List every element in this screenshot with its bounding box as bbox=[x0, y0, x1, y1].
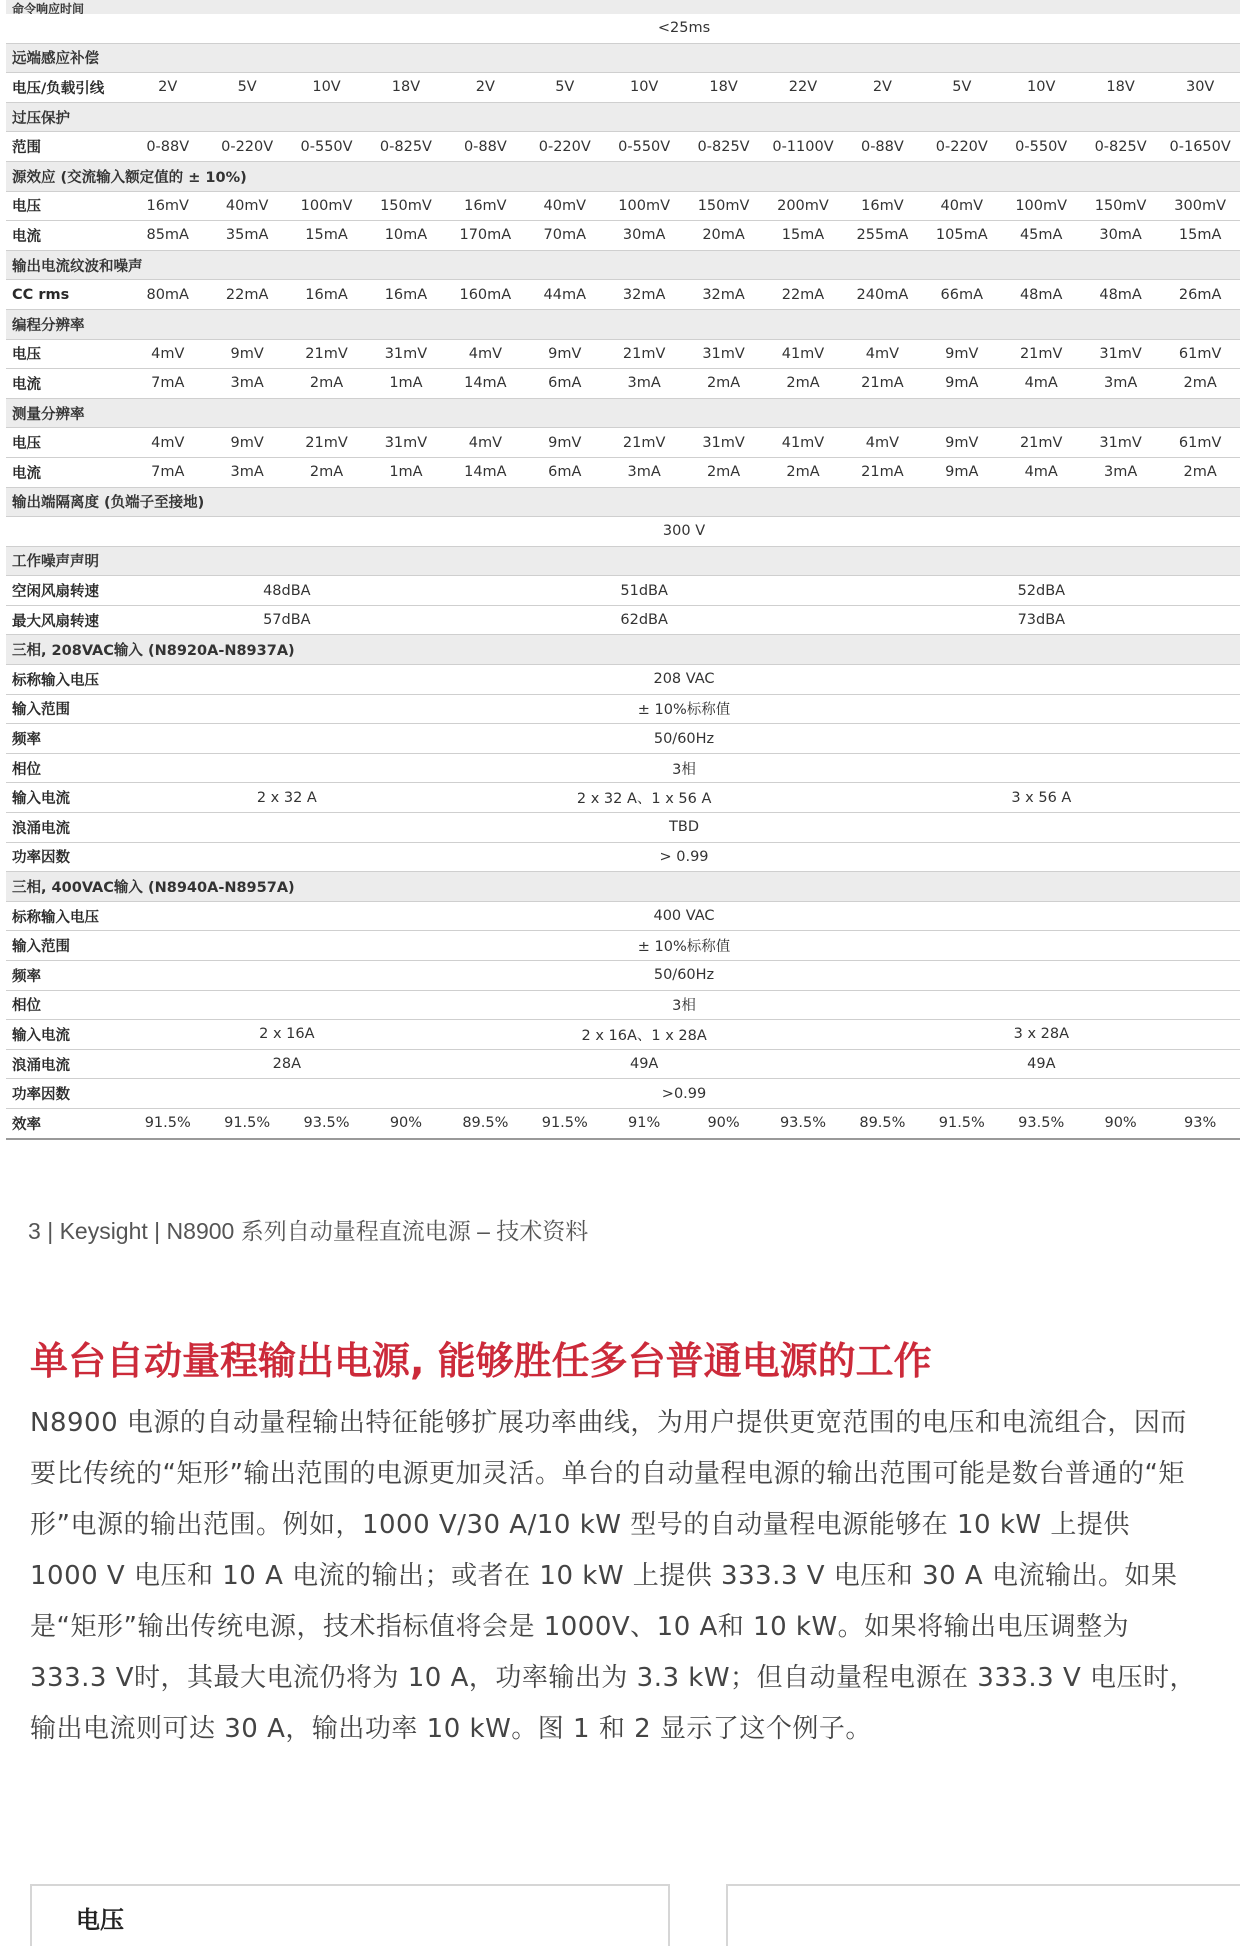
row-label: 电流 bbox=[6, 369, 128, 399]
row-label: 电压/负载引线 bbox=[6, 73, 128, 103]
table-row bbox=[6, 132, 1240, 162]
table-row bbox=[6, 605, 1240, 635]
table-section-row bbox=[6, 250, 1240, 280]
page-number: 3 bbox=[28, 1218, 41, 1244]
table-cell: 4mV bbox=[843, 428, 922, 458]
table-cell: 15mA bbox=[763, 221, 842, 251]
table-cell: 200mV bbox=[763, 191, 842, 221]
table-cell: 150mV bbox=[684, 191, 763, 221]
table-cell: 16mA bbox=[287, 280, 366, 310]
table-cell: 14mA bbox=[446, 457, 525, 487]
table-cell: 6mA bbox=[525, 369, 604, 399]
table-cell: 21mV bbox=[604, 339, 683, 369]
table-cell: 160mA bbox=[446, 280, 525, 310]
row-label: 电压 bbox=[6, 339, 128, 369]
table-cell: 16mA bbox=[366, 280, 445, 310]
table-row bbox=[6, 457, 1240, 487]
table-cell: 5V bbox=[525, 73, 604, 103]
table-row bbox=[6, 961, 1240, 991]
row-label: 标称输入电压 bbox=[6, 665, 128, 695]
section-label: 命令响应时间 bbox=[6, 0, 1240, 14]
table-cell: 90% bbox=[684, 1108, 763, 1138]
table-row bbox=[6, 694, 1240, 724]
table-cell: 1mA bbox=[366, 369, 445, 399]
table-row bbox=[6, 576, 1240, 606]
table-cell: 31mV bbox=[1081, 428, 1160, 458]
table-cell: 150mV bbox=[366, 191, 445, 221]
section-label: 远端感应补偿 bbox=[6, 43, 1240, 73]
table-cell: 80mA bbox=[128, 280, 207, 310]
table-cell: 5V bbox=[922, 73, 1001, 103]
row-label: 输入范围 bbox=[6, 931, 128, 961]
row-label: 频率 bbox=[6, 961, 128, 991]
table-row bbox=[6, 73, 1240, 103]
table-cell: 3mA bbox=[1081, 369, 1160, 399]
table-section-row bbox=[6, 487, 1240, 517]
group-value: 2 x 16A bbox=[128, 1020, 446, 1050]
group-value: 62dBA bbox=[446, 605, 843, 635]
table-cell: 91.5% bbox=[207, 1108, 286, 1138]
table-cell: 0-88V bbox=[446, 132, 525, 162]
table-cell: 21mV bbox=[604, 428, 683, 458]
table-cell: 0-550V bbox=[287, 132, 366, 162]
table-cell: 4mV bbox=[446, 428, 525, 458]
table-cell: 0-550V bbox=[1002, 132, 1081, 162]
table-cell: 4mV bbox=[128, 428, 207, 458]
brand-name: Keysight bbox=[59, 1218, 148, 1244]
body-paragraph: N8900 电源的自动量程输出特征能够扩展功率曲线，为用户提供更宽范围的电压和电流组合，因而要比传统的“矩形”输出范围的电源更加灵活。单台的自动量程电源的输出范围可能是数台普通的“矩形”电源的输出范围。例如，1000 V/30 A/10 kW 型号的自动量程电源能够在 10 kW 上提供 1000 V 电压和 10 A 电流的输出；或者在 10 kW 上提供 333.3 V 电压和 30 A 电流输出。如果是“矩形”输出传统电源，技术指标值将会是 1000V、10 A和 10 kW。如果将输出电压调整为 333.3 V时，其最大电流仍将为 10 A，功率输出为 3.3 kW；但自动量程电源在 333.3 V 电压时，输出电流则可达 30 A，输出功率 10 kW。图 1 和 2 显示了这个例子。 bbox=[30, 1408, 1197, 1744]
row-label: 电流 bbox=[6, 221, 128, 251]
table-row bbox=[6, 369, 1240, 399]
table-row bbox=[6, 753, 1240, 783]
table-cell: 31mV bbox=[684, 339, 763, 369]
table-cell: 255mA bbox=[843, 221, 922, 251]
table-cell: 9mV bbox=[207, 428, 286, 458]
table-cell: 30V bbox=[1160, 73, 1240, 103]
table-cell: 14mA bbox=[446, 369, 525, 399]
table-cell: 0-1100V bbox=[763, 132, 842, 162]
group-value: 73dBA bbox=[843, 605, 1240, 635]
row-label: 浪涌电流 bbox=[6, 1049, 128, 1079]
group-value: 52dBA bbox=[843, 576, 1240, 606]
group-value: 3 x 56 A bbox=[843, 783, 1240, 813]
table-cell: 31mV bbox=[366, 339, 445, 369]
table-cell: 48mA bbox=[1002, 280, 1081, 310]
table-cell: 61mV bbox=[1160, 428, 1240, 458]
table-cell: 0-1650V bbox=[1160, 132, 1240, 162]
table-cell: 31mV bbox=[684, 428, 763, 458]
footer-separator: | bbox=[47, 1218, 54, 1244]
table-cell: 1mA bbox=[366, 457, 445, 487]
row-value: ± 10%标称值 bbox=[128, 931, 1240, 961]
group-value: 28A bbox=[128, 1049, 446, 1079]
table-cell: 45mA bbox=[1002, 221, 1081, 251]
row-label: 功率因数 bbox=[6, 842, 128, 872]
table-row bbox=[6, 665, 1240, 695]
table-section-row bbox=[6, 0, 1240, 14]
table-cell: 21mV bbox=[287, 339, 366, 369]
table-cell: 30mA bbox=[604, 221, 683, 251]
group-value: 2 x 32 A bbox=[128, 783, 446, 813]
table-cell: 10V bbox=[1002, 73, 1081, 103]
section-label: 源效应 (交流输入额定值的 ± 10%) bbox=[6, 161, 1240, 191]
table-cell: 16mV bbox=[843, 191, 922, 221]
spec-table bbox=[6, 0, 1240, 1140]
table-cell: 91.5% bbox=[525, 1108, 604, 1138]
table-cell: 7mA bbox=[128, 369, 207, 399]
table-cell: 30mA bbox=[1081, 221, 1160, 251]
group-value: 49A bbox=[843, 1049, 1240, 1079]
section-label: 编程分辨率 bbox=[6, 309, 1240, 339]
group-value: 3 x 28A bbox=[843, 1020, 1240, 1050]
table-row bbox=[6, 280, 1240, 310]
row-label: 输入电流 bbox=[6, 783, 128, 813]
table-section-row bbox=[6, 43, 1240, 73]
table-cell: 4mV bbox=[446, 339, 525, 369]
table-cell: 66mA bbox=[922, 280, 1001, 310]
table-cell: 70mA bbox=[525, 221, 604, 251]
table-cell: 22V bbox=[763, 73, 842, 103]
table-cell: 9mV bbox=[525, 339, 604, 369]
table-row bbox=[6, 221, 1240, 251]
table-cell: 2V bbox=[446, 73, 525, 103]
table-cell: 16mV bbox=[128, 191, 207, 221]
table-cell: 2mA bbox=[1160, 369, 1240, 399]
table-row bbox=[6, 842, 1240, 872]
row-label: 电压 bbox=[6, 428, 128, 458]
table-cell: 150mV bbox=[1081, 191, 1160, 221]
table-cell: 0-550V bbox=[604, 132, 683, 162]
table-cell: 15mA bbox=[287, 221, 366, 251]
table-cell: 32mA bbox=[684, 280, 763, 310]
table-cell: 3mA bbox=[604, 369, 683, 399]
row-label: 电流 bbox=[6, 457, 128, 487]
table-cell: 3mA bbox=[207, 457, 286, 487]
row-value: 3相 bbox=[128, 753, 1240, 783]
table-cell: 93.5% bbox=[763, 1108, 842, 1138]
table-cell: 2mA bbox=[684, 457, 763, 487]
table-cell: 9mA bbox=[922, 369, 1001, 399]
table-cell: 21mV bbox=[1002, 428, 1081, 458]
table-cell: 300mV bbox=[1160, 191, 1240, 221]
table-cell: 85mA bbox=[128, 221, 207, 251]
table-cell: 91.5% bbox=[922, 1108, 1001, 1138]
table-cell: 31mV bbox=[366, 428, 445, 458]
row-label: CC rms bbox=[6, 280, 128, 310]
figure-1-axis-title: 电压 bbox=[76, 1906, 124, 1934]
row-label: 最大风扇转速 bbox=[6, 605, 128, 635]
table-cell: 18V bbox=[1081, 73, 1160, 103]
table-cell: 9mV bbox=[207, 339, 286, 369]
group-value: 57dBA bbox=[128, 605, 446, 635]
table-row bbox=[6, 990, 1240, 1020]
table-cell: 21mA bbox=[843, 457, 922, 487]
table-cell: 22mA bbox=[763, 280, 842, 310]
table-cell: 9mA bbox=[922, 457, 1001, 487]
group-value: 49A bbox=[446, 1049, 843, 1079]
table-cell: 48mA bbox=[1081, 280, 1160, 310]
row-label: 空闲风扇转速 bbox=[6, 576, 128, 606]
table-row bbox=[6, 1020, 1240, 1050]
row-value: > 0.99 bbox=[128, 842, 1240, 872]
section-label: 三相, 208VAC输入 (N8920A-N8937A) bbox=[6, 635, 1240, 665]
table-cell: 2mA bbox=[763, 457, 842, 487]
section-label: 输出电流纹波和噪声 bbox=[6, 250, 1240, 280]
table-cell: 100mV bbox=[287, 191, 366, 221]
row-label: 频率 bbox=[6, 724, 128, 754]
table-cell: 21mA bbox=[843, 369, 922, 399]
row-value: <25ms bbox=[128, 14, 1240, 43]
table-cell: 21mV bbox=[1002, 339, 1081, 369]
row-label: 标称输入电压 bbox=[6, 901, 128, 931]
row-label bbox=[6, 14, 128, 43]
table-section-row bbox=[6, 872, 1240, 902]
row-value: 50/60Hz bbox=[128, 961, 1240, 991]
table-cell: 4mA bbox=[1002, 457, 1081, 487]
table-cell: 0-825V bbox=[1081, 132, 1160, 162]
table-cell: 4mV bbox=[128, 339, 207, 369]
table-section-row bbox=[6, 161, 1240, 191]
table-cell: 2mA bbox=[684, 369, 763, 399]
table-cell: 2V bbox=[128, 73, 207, 103]
table-cell: 93% bbox=[1160, 1108, 1240, 1138]
table-cell: 89.5% bbox=[446, 1108, 525, 1138]
row-label: 输入电流 bbox=[6, 1020, 128, 1050]
section-label: 三相, 400VAC输入 (N8940A-N8957A) bbox=[6, 872, 1240, 902]
table-cell: 10V bbox=[604, 73, 683, 103]
row-value: ± 10%标称值 bbox=[128, 694, 1240, 724]
table-row bbox=[6, 813, 1240, 843]
table-section-row bbox=[6, 635, 1240, 665]
table-row bbox=[6, 783, 1240, 813]
table-cell: 26mA bbox=[1160, 280, 1240, 310]
group-value: 48dBA bbox=[128, 576, 446, 606]
section-label: 过压保护 bbox=[6, 102, 1240, 132]
table-cell: 16mV bbox=[446, 191, 525, 221]
table-row bbox=[6, 14, 1240, 43]
group-value: 2 x 32 A、1 x 56 A bbox=[446, 783, 843, 813]
table-section-row bbox=[6, 398, 1240, 428]
row-value: 208 VAC bbox=[128, 665, 1240, 695]
table-cell: 0-88V bbox=[128, 132, 207, 162]
table-cell: 93.5% bbox=[1002, 1108, 1081, 1138]
table-cell: 4mV bbox=[843, 339, 922, 369]
row-label: 相位 bbox=[6, 990, 128, 1020]
table-cell: 0-220V bbox=[207, 132, 286, 162]
figure-2-frame bbox=[726, 1884, 1240, 1946]
table-cell: 0-220V bbox=[922, 132, 1001, 162]
table-cell: 40mV bbox=[207, 191, 286, 221]
table-cell: 20mA bbox=[684, 221, 763, 251]
table-cell: 91% bbox=[604, 1108, 683, 1138]
page-footer bbox=[28, 1213, 588, 1246]
table-cell: 44mA bbox=[525, 280, 604, 310]
row-label: 范围 bbox=[6, 132, 128, 162]
table-cell: 61mV bbox=[1160, 339, 1240, 369]
row-label: 功率因数 bbox=[6, 1079, 128, 1109]
table-row bbox=[6, 428, 1240, 458]
table-cell: 0-825V bbox=[684, 132, 763, 162]
table-row bbox=[6, 517, 1240, 547]
table-cell: 90% bbox=[1081, 1108, 1160, 1138]
table-cell: 9mV bbox=[922, 339, 1001, 369]
table-cell: 40mV bbox=[525, 191, 604, 221]
table-cell: 0-220V bbox=[525, 132, 604, 162]
table-cell: 91.5% bbox=[128, 1108, 207, 1138]
table-cell: 3mA bbox=[604, 457, 683, 487]
table-cell: 15mA bbox=[1160, 221, 1240, 251]
table-cell: 41mV bbox=[763, 428, 842, 458]
table-section-row bbox=[6, 546, 1240, 576]
figure-1-frame bbox=[30, 1884, 670, 1946]
spec-table-body bbox=[6, 0, 1240, 1139]
group-value: 2 x 16A、1 x 28A bbox=[446, 1020, 843, 1050]
table-cell: 3mA bbox=[1081, 457, 1160, 487]
table-cell: 4mA bbox=[1002, 369, 1081, 399]
table-cell: 35mA bbox=[207, 221, 286, 251]
table-row bbox=[6, 724, 1240, 754]
table-row bbox=[6, 1079, 1240, 1109]
table-cell: 32mA bbox=[604, 280, 683, 310]
table-cell: 5V bbox=[207, 73, 286, 103]
table-cell: 22mA bbox=[207, 280, 286, 310]
section-heading: 单台自动量程输出电源, 能够胜任多台普通电源的工作 bbox=[30, 1339, 932, 1383]
table-cell: 100mV bbox=[604, 191, 683, 221]
table-cell: 2mA bbox=[287, 457, 366, 487]
table-cell: 89.5% bbox=[843, 1108, 922, 1138]
group-value: 51dBA bbox=[446, 576, 843, 606]
document-title: N8900 系列自动量程直流电源 – 技术资料 bbox=[166, 1218, 589, 1244]
table-row bbox=[6, 901, 1240, 931]
table-cell: 7mA bbox=[128, 457, 207, 487]
row-label: 浪涌电流 bbox=[6, 813, 128, 843]
table-cell: 0-825V bbox=[366, 132, 445, 162]
table-cell: 10mA bbox=[366, 221, 445, 251]
table-cell: 2mA bbox=[287, 369, 366, 399]
table-cell: 18V bbox=[366, 73, 445, 103]
table-row bbox=[6, 339, 1240, 369]
row-value: TBD bbox=[128, 813, 1240, 843]
table-cell: 105mA bbox=[922, 221, 1001, 251]
table-cell: 6mA bbox=[525, 457, 604, 487]
table-section-row bbox=[6, 102, 1240, 132]
table-cell: 2mA bbox=[1160, 457, 1240, 487]
table-cell: 10V bbox=[287, 73, 366, 103]
table-cell: 21mV bbox=[287, 428, 366, 458]
table-cell: 18V bbox=[684, 73, 763, 103]
table-cell: 31mV bbox=[1081, 339, 1160, 369]
row-value: 3相 bbox=[128, 990, 1240, 1020]
table-cell: 170mA bbox=[446, 221, 525, 251]
table-cell: 2mA bbox=[763, 369, 842, 399]
table-section-row bbox=[6, 309, 1240, 339]
table-cell: 0-88V bbox=[843, 132, 922, 162]
row-value: 50/60Hz bbox=[128, 724, 1240, 754]
table-row bbox=[6, 931, 1240, 961]
footer-separator: | bbox=[154, 1218, 161, 1244]
table-cell: 90% bbox=[366, 1108, 445, 1138]
table-cell: 9mV bbox=[525, 428, 604, 458]
row-value: 400 VAC bbox=[128, 901, 1240, 931]
row-value: 300 V bbox=[128, 517, 1240, 547]
section-label: 测量分辨率 bbox=[6, 398, 1240, 428]
table-row bbox=[6, 191, 1240, 221]
row-label: 效率 bbox=[6, 1108, 128, 1138]
section-label: 工作噪声声明 bbox=[6, 546, 1240, 576]
row-label: 电压 bbox=[6, 191, 128, 221]
table-row bbox=[6, 1108, 1240, 1138]
row-label bbox=[6, 517, 128, 547]
section-label: 输出端隔离度 (负端子至接地) bbox=[6, 487, 1240, 517]
table-cell: 240mA bbox=[843, 280, 922, 310]
table-cell: 93.5% bbox=[287, 1108, 366, 1138]
table-cell: 2V bbox=[843, 73, 922, 103]
table-cell: 9mV bbox=[922, 428, 1001, 458]
row-label: 输入范围 bbox=[6, 694, 128, 724]
row-value: >0.99 bbox=[128, 1079, 1240, 1109]
table-cell: 40mV bbox=[922, 191, 1001, 221]
table-cell: 3mA bbox=[207, 369, 286, 399]
table-row bbox=[6, 1049, 1240, 1079]
table-cell: 41mV bbox=[763, 339, 842, 369]
row-label: 相位 bbox=[6, 753, 128, 783]
table-cell: 100mV bbox=[1002, 191, 1081, 221]
